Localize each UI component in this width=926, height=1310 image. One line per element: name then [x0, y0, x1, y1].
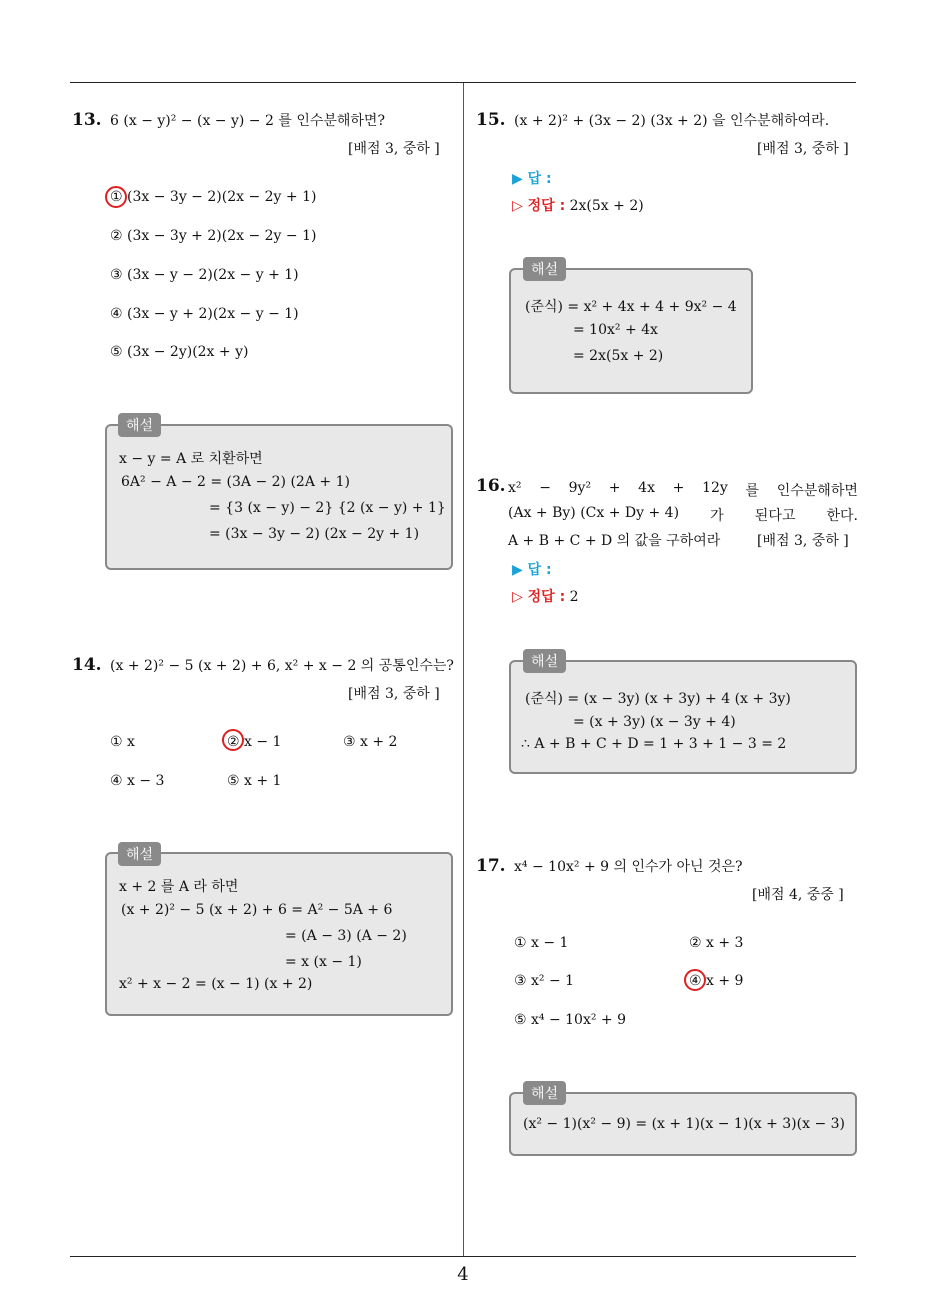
choice-3[interactable]: [514, 973, 574, 989]
choice-text: x − 1: [531, 935, 569, 951]
question-17: [476, 856, 743, 876]
correct-label: ▷ 정답 :: [512, 198, 566, 214]
explanation-label: 해설: [523, 1081, 566, 1105]
choice-mark: ②: [227, 734, 240, 750]
correct-value: 2x(5x + 2): [569, 198, 644, 214]
explanation-line: (준식) = x² + 4x + 4 + 9x² − 4: [525, 299, 737, 315]
explanation-line: 6A² − A − 2 = (3A − 2) (2A + 1): [121, 474, 350, 490]
question-text: (x + 2)² + (3x − 2) (3x + 2) 을 인수분해하여라.: [514, 113, 830, 129]
choice-4[interactable]: [689, 973, 743, 989]
explanation-line: (준식) = (x − 3y) (x + 3y) + 4 (x + 3y): [525, 691, 791, 707]
explanation-line: = (A − 3) (A − 2): [285, 928, 407, 944]
question-15: [476, 110, 829, 130]
choice-3[interactable]: [343, 734, 397, 750]
explanation-line: (x² − 1)(x² − 9) = (x + 1)(x − 1)(x + 3)(x − 3): [523, 1116, 845, 1132]
column-divider: [463, 83, 464, 1256]
choice-mark: ②: [689, 935, 702, 951]
choice-text: x + 3: [706, 935, 744, 951]
choice-text: x⁴ − 10x² + 9: [531, 1012, 627, 1028]
explanation-line: x + 2 를 A 라 하면: [119, 879, 239, 895]
question-word: x²: [508, 480, 522, 496]
explanation-box: [105, 424, 453, 570]
question-14-meta: [배점 3, 중하 ]: [348, 686, 440, 702]
explanation-line: = 2x(5x + 2): [573, 348, 664, 364]
choice-mark: ⑤: [514, 1012, 527, 1028]
choice-2[interactable]: [227, 734, 281, 750]
choice-1[interactable]: [110, 734, 135, 750]
choice-5[interactable]: [227, 773, 281, 789]
question-number: 15.: [476, 110, 506, 130]
choice-mark: ④: [110, 773, 123, 789]
choice-text: x − 3: [127, 773, 165, 789]
question-16: [476, 476, 510, 496]
question-number: 13.: [72, 110, 102, 130]
explanation-line: = {3 (x − y) − 2} {2 (x − y) + 1}: [209, 500, 446, 516]
answer-label: ▶ 답 :: [512, 171, 552, 187]
bottom-rule: [70, 1256, 856, 1257]
explanation-line: = x (x − 1): [285, 954, 362, 970]
choice-mark: ④: [110, 306, 123, 322]
question-14: [72, 655, 454, 675]
explanation-label: 해설: [523, 649, 566, 673]
question-word: 를: [745, 483, 760, 499]
choice-mark: ④: [689, 973, 702, 989]
explanation-line: x − y = A 로 치환하면: [119, 451, 263, 467]
correct-value: 2: [569, 589, 579, 605]
correct-label: ▷ 정답 :: [512, 589, 566, 605]
question-text: x⁴ − 10x² + 9 의 인수가 아닌 것은?: [514, 859, 743, 875]
choice-text: x + 9: [706, 973, 744, 989]
explanation-line: = 10x² + 4x: [573, 322, 658, 338]
explanation-label: 해설: [523, 257, 566, 281]
question-word: 된다고: [754, 508, 796, 524]
question-16-line-3: A + B + C + D 의 값을 구하여라: [508, 533, 721, 549]
question-word: 9y²: [568, 480, 592, 496]
choice-2[interactable]: [110, 228, 316, 244]
choice-text: (3x − y + 2)(2x − y − 1): [127, 306, 299, 322]
explanation-line: x² + x − 2 = (x − 1) (x + 2): [119, 976, 313, 992]
explanation-box: [105, 852, 453, 1016]
correct-answer: [512, 586, 579, 606]
explanation-box: [509, 268, 753, 394]
choice-5[interactable]: [514, 1012, 626, 1028]
choice-text: x + 1: [244, 773, 282, 789]
choice-2[interactable]: [689, 935, 743, 951]
question-15-meta: [배점 3, 중하 ]: [757, 141, 849, 157]
choice-mark: ③: [110, 267, 123, 283]
choice-mark: ③: [514, 973, 527, 989]
explanation-line: ∴ A + B + C + D = 1 + 3 + 1 − 3 = 2: [521, 736, 787, 752]
question-text: (x + 2)² − 5 (x + 2) + 6, x² + x − 2 의 공통인수는?: [110, 658, 454, 674]
choice-3[interactable]: [110, 267, 299, 283]
choice-4[interactable]: [110, 773, 164, 789]
question-word: −: [539, 480, 551, 496]
question-word: +: [608, 480, 621, 496]
choice-1[interactable]: [514, 935, 568, 951]
page-number: 4: [457, 1264, 469, 1285]
choice-text: (3x − 2y)(2x + y): [127, 344, 249, 360]
choice-4[interactable]: [110, 306, 299, 322]
choice-text: x + 2: [360, 734, 398, 750]
choice-text: (3x − y − 2)(2x − y + 1): [127, 267, 299, 283]
answer-label: ▶ 답 :: [512, 562, 552, 578]
choice-mark: ⑤: [110, 344, 123, 360]
choice-text: (3x − 3y − 2)(2x − 2y + 1): [127, 189, 317, 205]
explanation-label: 해설: [118, 842, 161, 866]
choice-mark: ⑤: [227, 773, 240, 789]
choice-5[interactable]: [110, 344, 248, 360]
question-text: 6 (x − y)² − (x − y) − 2 를 인수분해하면?: [110, 113, 385, 129]
choice-1[interactable]: [110, 189, 316, 205]
question-word: 한다.: [826, 508, 858, 524]
choice-text: x − 1: [244, 734, 282, 750]
question-13: [72, 110, 385, 130]
question-13-meta: [배점 3, 중하 ]: [348, 141, 440, 157]
question-16-meta: [배점 3, 중하 ]: [757, 533, 849, 549]
choice-text: x² − 1: [531, 973, 575, 989]
question-16-line-2: [508, 505, 858, 525]
choice-mark: ①: [514, 935, 527, 951]
explanation-line: = (3x − 3y − 2) (2x − 2y + 1): [209, 526, 420, 542]
question-17-meta: [배점 4, 중중 ]: [752, 887, 844, 903]
choice-mark: ③: [343, 734, 356, 750]
question-word: 가: [710, 508, 724, 524]
question-word: (Ax + By) (Cx + Dy + 4): [508, 505, 680, 521]
question-word: 인수분해하면: [776, 483, 858, 499]
question-word: 4x: [638, 480, 655, 496]
choice-mark: ①: [110, 734, 123, 750]
question-word: 12y: [702, 480, 728, 496]
explanation-line: (x + 2)² − 5 (x + 2) + 6 = A² − 5A + 6: [121, 902, 393, 918]
explanation-line: = (x + 3y) (x − 3y + 4): [573, 714, 736, 730]
explanation-label: 해설: [118, 413, 161, 437]
question-number: 14.: [72, 655, 102, 675]
question-word: +: [672, 480, 685, 496]
explanation-box: [509, 660, 857, 774]
choice-text: x: [127, 734, 135, 750]
choice-mark: ①: [110, 189, 123, 205]
question-16-line-1: [508, 480, 858, 500]
choice-mark: ②: [110, 228, 123, 244]
correct-answer: [512, 195, 644, 215]
question-number: 16.: [476, 476, 506, 496]
choice-text: (3x − 3y + 2)(2x − 2y − 1): [127, 228, 317, 244]
question-number: 17.: [476, 856, 506, 876]
